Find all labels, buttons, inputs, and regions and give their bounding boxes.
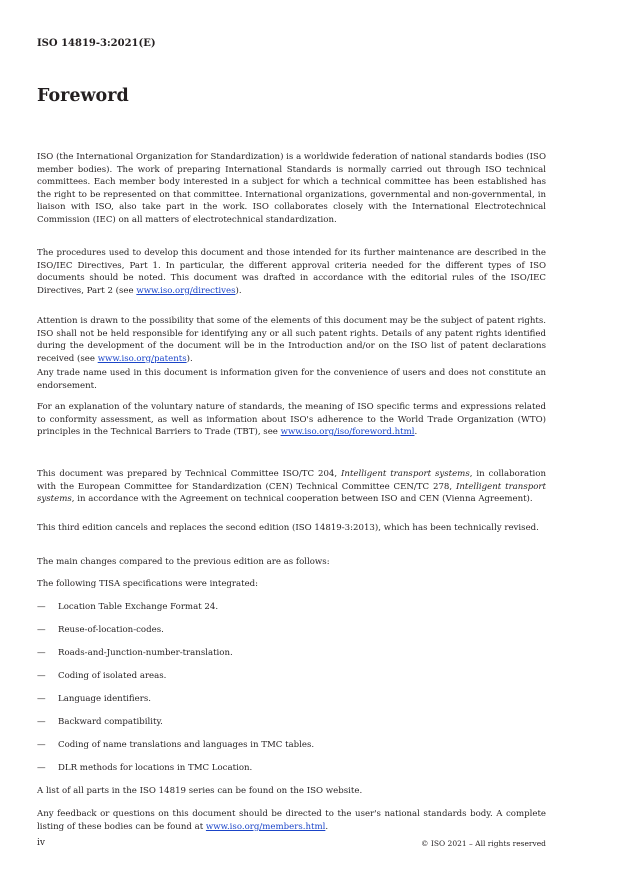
list-item-text: Roads-and-Junction-number-translation. <box>58 648 233 658</box>
list-item <box>37 601 546 614</box>
list-item-text: Location Table Exchange Format 24. <box>58 602 219 612</box>
list-item <box>37 624 546 637</box>
copyright-notice: © ISO 2021 – All rights reserved <box>421 839 546 848</box>
list-item-text: Backward compatibility. <box>58 717 163 727</box>
text: Attention is drawn to the possibility that some of the elements of this document may be the subject of patent rights. ISO shall not be held responsible for identifying any or all such patent rights. Details of any patent rights identified during the development of the document will be in the Introduction and/or on the ISO list of patent declarations received (see <box>37 316 546 364</box>
document-id-header: ISO 14819-3:2021(E) <box>37 38 156 49</box>
dash: — <box>37 740 46 750</box>
link-members[interactable]: www.iso.org/members.html <box>205 821 326 832</box>
text: , in accordance with the Agreement on technical cooperation between ISO and CEN (Vienna Agreement). <box>71 494 533 504</box>
dash: — <box>37 648 46 658</box>
text: ). <box>186 353 193 364</box>
paragraph-feedback <box>37 808 546 833</box>
dash: — <box>37 717 46 727</box>
text: . <box>325 821 329 832</box>
list-item <box>37 762 546 775</box>
paragraph-iso-intro: ISO (the International Organization for Standardization) is a worldwide federation of national standards bodies (ISO member bodies). The work of preparing International Standards is normally carried out through ISO technical committees. Each member body interested in a subject for which a technical committee has been established has the right to be represented on that committee. International organizations, governmental and non-governmental, in liaison with ISO, also take part in the work. ISO collaborates closely with the International Electrotechnical Commission (IEC) on all matters of electrotechnical standardization. <box>37 152 546 225</box>
text: For an explanation of the voluntary nature of standards, the meaning of ISO specific terms and expressions related to conformity assessment, as well as information about ISO's adherence to the World Trade Organization (WTO) principles in the Technical Barriers to Trade (TBT), see <box>37 402 546 437</box>
page-number: iv <box>37 838 45 848</box>
list-item <box>37 739 546 752</box>
list-item-text: Reuse-of-location-codes. <box>58 625 164 635</box>
paragraph-series: A list of all parts in the ISO 14819 series can be found on the ISO website. <box>37 786 363 796</box>
list-item-text: Coding of isolated areas. <box>58 671 167 681</box>
paragraph-patents <box>37 315 546 365</box>
paragraph-trade-name: Any trade name used in this document is information given for the convenience of users and does not constitute an endorsement. <box>37 368 546 391</box>
list-item <box>37 670 546 683</box>
link-directives[interactable]: www.iso.org/directives <box>136 285 236 296</box>
text: , in collaboration with the European Committee for Standardization (CEN) Technical Committee CEN/TC 278, <box>37 469 546 492</box>
paragraph-main-changes: The main changes compared to the previous edition are as follows: <box>37 557 330 567</box>
paragraph-edition: This third edition cancels and replaces the second edition (ISO 14819-3:2013), which has been technically revised. <box>37 523 539 533</box>
list-item <box>37 647 546 660</box>
page-title: Foreword <box>37 86 129 106</box>
dash: — <box>37 602 46 612</box>
text: . <box>414 427 418 437</box>
paragraph-committee <box>37 468 546 506</box>
dash: — <box>37 671 46 681</box>
list-item <box>37 693 546 706</box>
text: The procedures used to develop this document and those intended for its further maintenance are described in the ISO/IEC Directives, Part 1. In particular, the different approval criteria needed for the different types of ISO documents should be noted. This document was drafted in accordance with the editorial rules of the ISO/IEC Directives, Part 2 (see <box>37 248 546 296</box>
link-foreword[interactable]: www.iso.org/iso/foreword.html <box>280 427 415 437</box>
dash: — <box>37 763 46 773</box>
italic-committee-title: Intelligent transport systems <box>341 469 470 479</box>
text: Any feedback or questions on this document should be directed to the user's national standards body. A complete listing of these bodies can be found at <box>37 809 546 832</box>
italic-committee-title: Intelligent transport systems <box>37 481 546 504</box>
paragraph-tisa: The following TISA specifications were integrated: <box>37 579 259 589</box>
text: This document was prepared by Technical Committee ISO/TC 204, <box>37 469 342 479</box>
list-item-text: Coding of name translations and languages in TMC tables. <box>58 740 315 750</box>
paragraph-procedures <box>37 247 546 297</box>
link-patents[interactable]: www.iso.org/patents <box>97 353 187 364</box>
dash: — <box>37 694 46 704</box>
text: ). <box>235 285 242 296</box>
list-item-text: DLR methods for locations in TMC Location. <box>58 763 253 773</box>
list-item-text: Language identifiers. <box>58 694 151 704</box>
list-item <box>37 716 546 729</box>
paragraph-voluntary-nature <box>37 401 546 439</box>
dash: — <box>37 625 46 635</box>
